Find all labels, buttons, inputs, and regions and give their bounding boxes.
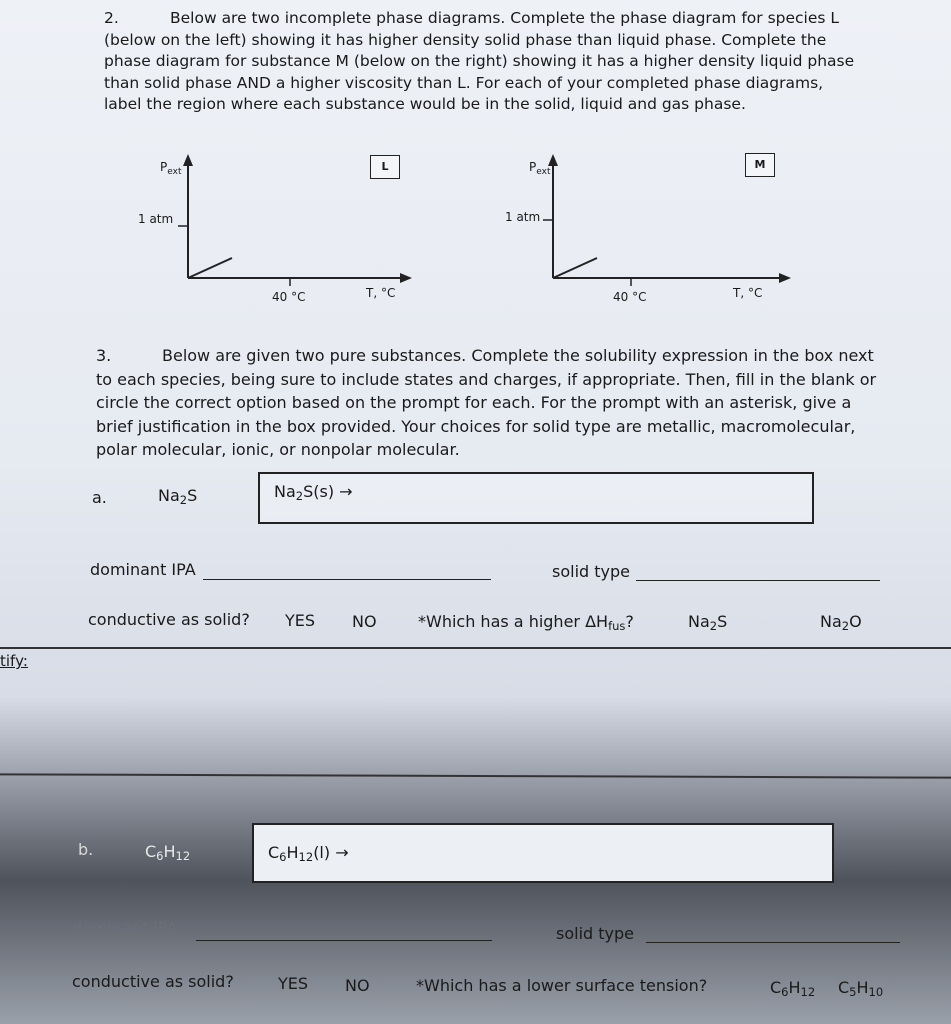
part-a-question: *Which has a higher $\Delta H_{fus}$? — [418, 612, 634, 633]
part-b-letter: b. — [78, 840, 94, 859]
part-a-option-na2s[interactable]: $Na_2S$ — [688, 612, 728, 633]
part-a-species: $Na_2S$ — [158, 486, 198, 507]
part-b-no-option[interactable]: NO — [345, 976, 370, 995]
question-2-number: 2. — [104, 9, 119, 27]
part-a-no-option[interactable]: NO — [352, 612, 377, 631]
part-b-solubility-expression: $C_6H_{12}(l)$ → — [268, 843, 349, 864]
part-a-solubility-box[interactable] — [258, 472, 814, 524]
part-b-solubility-box[interactable] — [252, 823, 834, 883]
question-3 — [96, 344, 886, 462]
part-b-solid-type-label: solid type — [556, 924, 634, 943]
temp-tick-right: 40 °C — [613, 290, 647, 304]
species-l-label: L — [370, 155, 400, 179]
question-2 — [104, 8, 864, 116]
part-b-conductive-label: conductive as solid? — [72, 972, 234, 991]
question-2-text: Below are two incomplete phase diagrams. Complete the phase diagram for species L (below on the left) showing it has higher density solid phase than liquid phase. Complete the phase diagram for substance M (below on the right) showing it has a higher density liquid phase than solid phase AND a higher viscosity than L. For each of your completed phase diagrams, label the region where each substance would be in the solid, liquid and gas phase. — [104, 9, 855, 113]
t-axis-label-right: T, °C — [733, 286, 763, 300]
t-axis-label-left: T, °C — [366, 286, 396, 300]
part-a-solid-type-label: solid type — [552, 562, 630, 581]
p-ext-label-right: $P_{ext}$ — [529, 160, 551, 177]
p-ext-label-left: $P_{ext}$ — [160, 160, 182, 177]
part-a-option-na2o[interactable]: $Na_2O$ — [820, 612, 862, 633]
part-a-dominant-ipa-label: dominant IPA — [90, 560, 196, 579]
part-b-solid-type-blank[interactable] — [646, 942, 900, 943]
phase-diagram-right — [505, 150, 795, 310]
part-b-dominant-ipa-label: dominant IPA — [72, 918, 178, 937]
part-a-conductive-label: conductive as solid? — [88, 610, 250, 629]
species-m-label: M — [745, 153, 775, 177]
part-a-yes-option[interactable]: YES — [285, 611, 316, 630]
phase-diagram-left — [140, 150, 420, 310]
part-b-question: *Which has a lower surface tension? — [416, 976, 708, 995]
part-b-yes-option[interactable]: YES — [278, 974, 309, 993]
one-atm-label-left: 1 atm — [138, 212, 174, 226]
part-b-option-c5h10[interactable]: $C_5H_{10}$ — [838, 978, 884, 999]
part-a-solubility-expression: $Na_2S(s)$ → — [274, 482, 353, 503]
justify-label: tify: — [0, 652, 28, 670]
one-atm-label-right: 1 atm — [505, 210, 541, 224]
part-b-species: $C_6H_{12}$ — [145, 842, 191, 863]
part-b-option-c6h12[interactable]: $C_6H_{12}$ — [770, 978, 816, 999]
part-b-dominant-ipa-blank[interactable] — [196, 940, 492, 941]
part-a-letter: a. — [92, 488, 107, 507]
question-3-text: Below are given two pure substances. Complete the solubility expression in the box next to each species, being sure to include states and charges, if appropriate. Then, fill in the blank or circle the correct option based on the prompt for each. For the prompt with an asterisk, give a brief justification in the box provided. Your choices for solid type are metallic, macromolecular, polar molecular, ionic, or nonpolar molecular. — [96, 346, 877, 459]
part-a-solid-type-blank[interactable] — [636, 580, 880, 581]
temp-tick-left: 40 °C — [272, 290, 306, 304]
part-a-justification-box[interactable] — [0, 650, 951, 775]
justification-box-top-border — [0, 647, 951, 649]
part-a-dominant-ipa-blank[interactable] — [203, 579, 491, 580]
question-3-number: 3. — [96, 346, 112, 365]
